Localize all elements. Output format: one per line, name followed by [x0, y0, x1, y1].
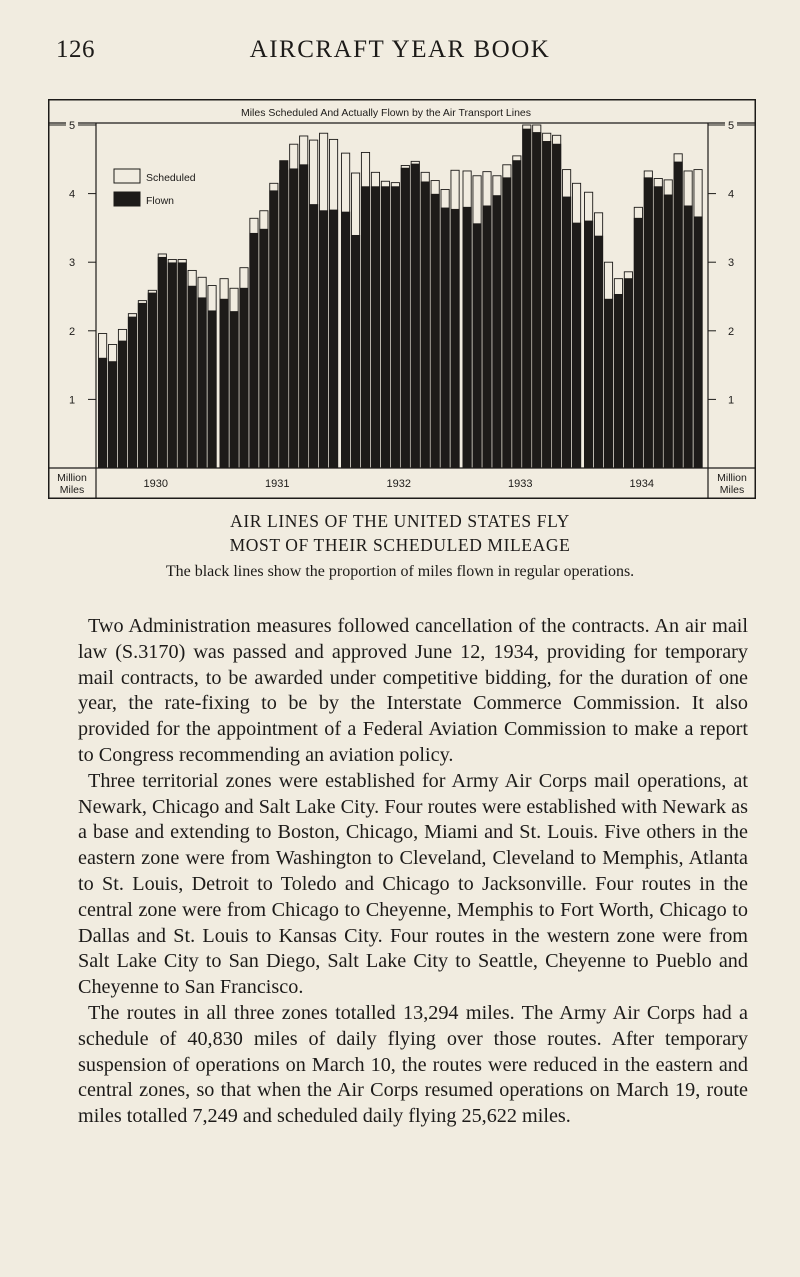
paragraph: Two Administration measures followed cancellation of the contracts. An air mail law (S.3170) was passed and approved June 12, 1934, providing for temporary mail contracts, to be awarded under competitive bidding, for the duration of one year, the rate-fixing to be by the Interstate Commerce Commission. It also provided for the appointment of a Federal Aviation Commission to make a report to Congress recommending an aviation policy. — [78, 615, 748, 766]
y-tick-label-left: 4 — [68, 188, 76, 201]
flown-bar — [230, 312, 238, 468]
flown-bar — [148, 293, 156, 468]
flown-bar — [493, 196, 501, 468]
flown-bar — [421, 182, 429, 468]
caption-title-line-1: AIR LINES OF THE UNITED STATES FLY — [230, 511, 570, 531]
legend-label-scheduled: Scheduled — [146, 172, 196, 184]
x-tick-label-year: 1931 — [265, 478, 290, 490]
flown-bar — [381, 187, 389, 468]
flown-bar — [260, 229, 268, 468]
flown-bar — [329, 210, 337, 468]
body-text — [78, 614, 748, 1130]
flown-bar — [654, 187, 662, 468]
flown-bar — [664, 195, 672, 468]
flown-bar — [533, 133, 541, 468]
flown-bar — [198, 298, 206, 468]
flown-bar — [503, 178, 511, 468]
flown-bar — [108, 362, 116, 468]
y-tick-label-right: 4 — [727, 188, 735, 201]
flown-bar — [342, 212, 350, 468]
flown-bar — [138, 303, 146, 468]
flown-bar — [441, 208, 449, 468]
y-tick-label-left: 3 — [68, 257, 76, 270]
y-tick-label-left: 5 — [68, 120, 76, 132]
caption-title-line-2: MOST OF THEIR SCHEDULED MILEAGE — [229, 535, 571, 555]
flown-bar — [585, 221, 593, 468]
flown-bar — [644, 178, 652, 468]
flown-bar — [300, 165, 308, 468]
flown-bar — [310, 205, 318, 468]
flown-bar — [634, 218, 642, 468]
flown-bar — [280, 161, 288, 468]
flown-bar — [451, 209, 459, 468]
flown-bar — [624, 279, 632, 468]
flown-bar — [270, 191, 278, 468]
y-unit-label-left: Miles — [59, 484, 85, 496]
page-number: 126 — [56, 36, 95, 63]
flown-bar — [463, 207, 471, 468]
flown-bar — [553, 144, 561, 468]
paragraph: The routes in all three zones totalled 13,294 miles. The Army Air Corps had a schedule of 40,830 miles of daily flying over those routes. After temporary suspension of operations on March 10, the routes were reduced in the eastern and central zones, so that when the Air Corps resumed operations on March 19, route miles totalled 7,249 and scheduled daily flying 25,622 miles. — [78, 1001, 748, 1128]
flown-bar — [674, 162, 682, 468]
flown-bar — [594, 236, 602, 468]
legend-label-flown: Flown — [146, 195, 175, 207]
flown-bar — [543, 141, 551, 468]
flown-bar — [572, 223, 580, 468]
flown-bar — [208, 311, 216, 468]
bar-chart — [48, 99, 756, 499]
y-tick-label-left: 2 — [68, 325, 76, 338]
legend-swatch-flown — [114, 192, 140, 206]
flown-bar — [118, 341, 126, 468]
flown-bar — [371, 187, 379, 468]
flown-bar — [523, 129, 531, 468]
flown-bar — [250, 233, 258, 468]
flown-bar — [99, 358, 107, 468]
legend-swatch-scheduled — [114, 169, 140, 183]
flown-bar — [220, 299, 228, 468]
x-tick-label-year: 1933 — [508, 478, 533, 490]
flown-bar — [168, 263, 176, 468]
flown-bar — [351, 235, 359, 468]
flown-bar — [684, 206, 692, 468]
flown-bar — [401, 168, 409, 468]
flown-bar — [604, 299, 612, 468]
flown-bar — [694, 217, 702, 468]
y-unit-label-right: Million — [717, 472, 747, 484]
caption-subtitle: The black lines show the proportion of miles flown in regular operations. — [165, 563, 635, 580]
flown-bar — [513, 161, 521, 468]
flown-bar — [188, 286, 196, 468]
flown-bar — [240, 288, 248, 468]
flown-bar — [128, 317, 136, 468]
flown-bar — [473, 224, 481, 468]
flown-bar — [614, 294, 622, 468]
flown-bar — [361, 187, 369, 468]
paragraph: Three territorial zones were established for Army Air Corps mail operations, at Newark, Chicago and Salt Lake City. Four routes were established with Newark as a base and extending to Boston, Chicago, Miami and St. Louis. Five others in the eastern zone were from Washington to Cleveland, Cleveland to Memphis, Atlanta to St. Louis, Detroit to Toledo and Chicago to Jacksonville. Four routes in the central zone were from Chicago to Cheyenne, Memphis to Fort Worth, Chicago to Dallas and St. Louis to Kansas City. Four routes in the western zone were from Salt Lake City to San Diego, Salt Lake City to Seattle, Cheyenne to Pueblo and Cheyenne to San Francisco. — [78, 769, 748, 999]
flown-bar — [320, 211, 328, 468]
flown-bar — [178, 263, 186, 468]
y-tick-label-right: 5 — [727, 120, 735, 132]
running-head: AIRCRAFT YEAR BOOK — [249, 36, 551, 63]
flown-bar — [563, 197, 571, 468]
y-tick-label-right: 2 — [727, 325, 735, 338]
y-unit-label-right: Miles — [719, 484, 745, 496]
y-unit-label-left: Million — [57, 472, 87, 484]
x-tick-label-year: 1932 — [386, 478, 412, 490]
flown-bar — [290, 169, 298, 468]
flown-bar — [483, 206, 491, 468]
flown-bar — [158, 257, 166, 468]
flown-bar — [431, 194, 439, 468]
x-tick-label-year: 1934 — [629, 478, 655, 490]
flown-bar — [411, 164, 419, 468]
y-tick-label-left: 1 — [68, 394, 76, 407]
x-tick-label-year: 1930 — [143, 478, 169, 490]
chart-title: Miles Scheduled And Actually Flown by the Air Transport Lines — [240, 107, 532, 119]
y-tick-label-right: 1 — [727, 394, 735, 407]
flown-bar — [391, 187, 399, 468]
y-tick-label-right: 3 — [727, 257, 735, 270]
